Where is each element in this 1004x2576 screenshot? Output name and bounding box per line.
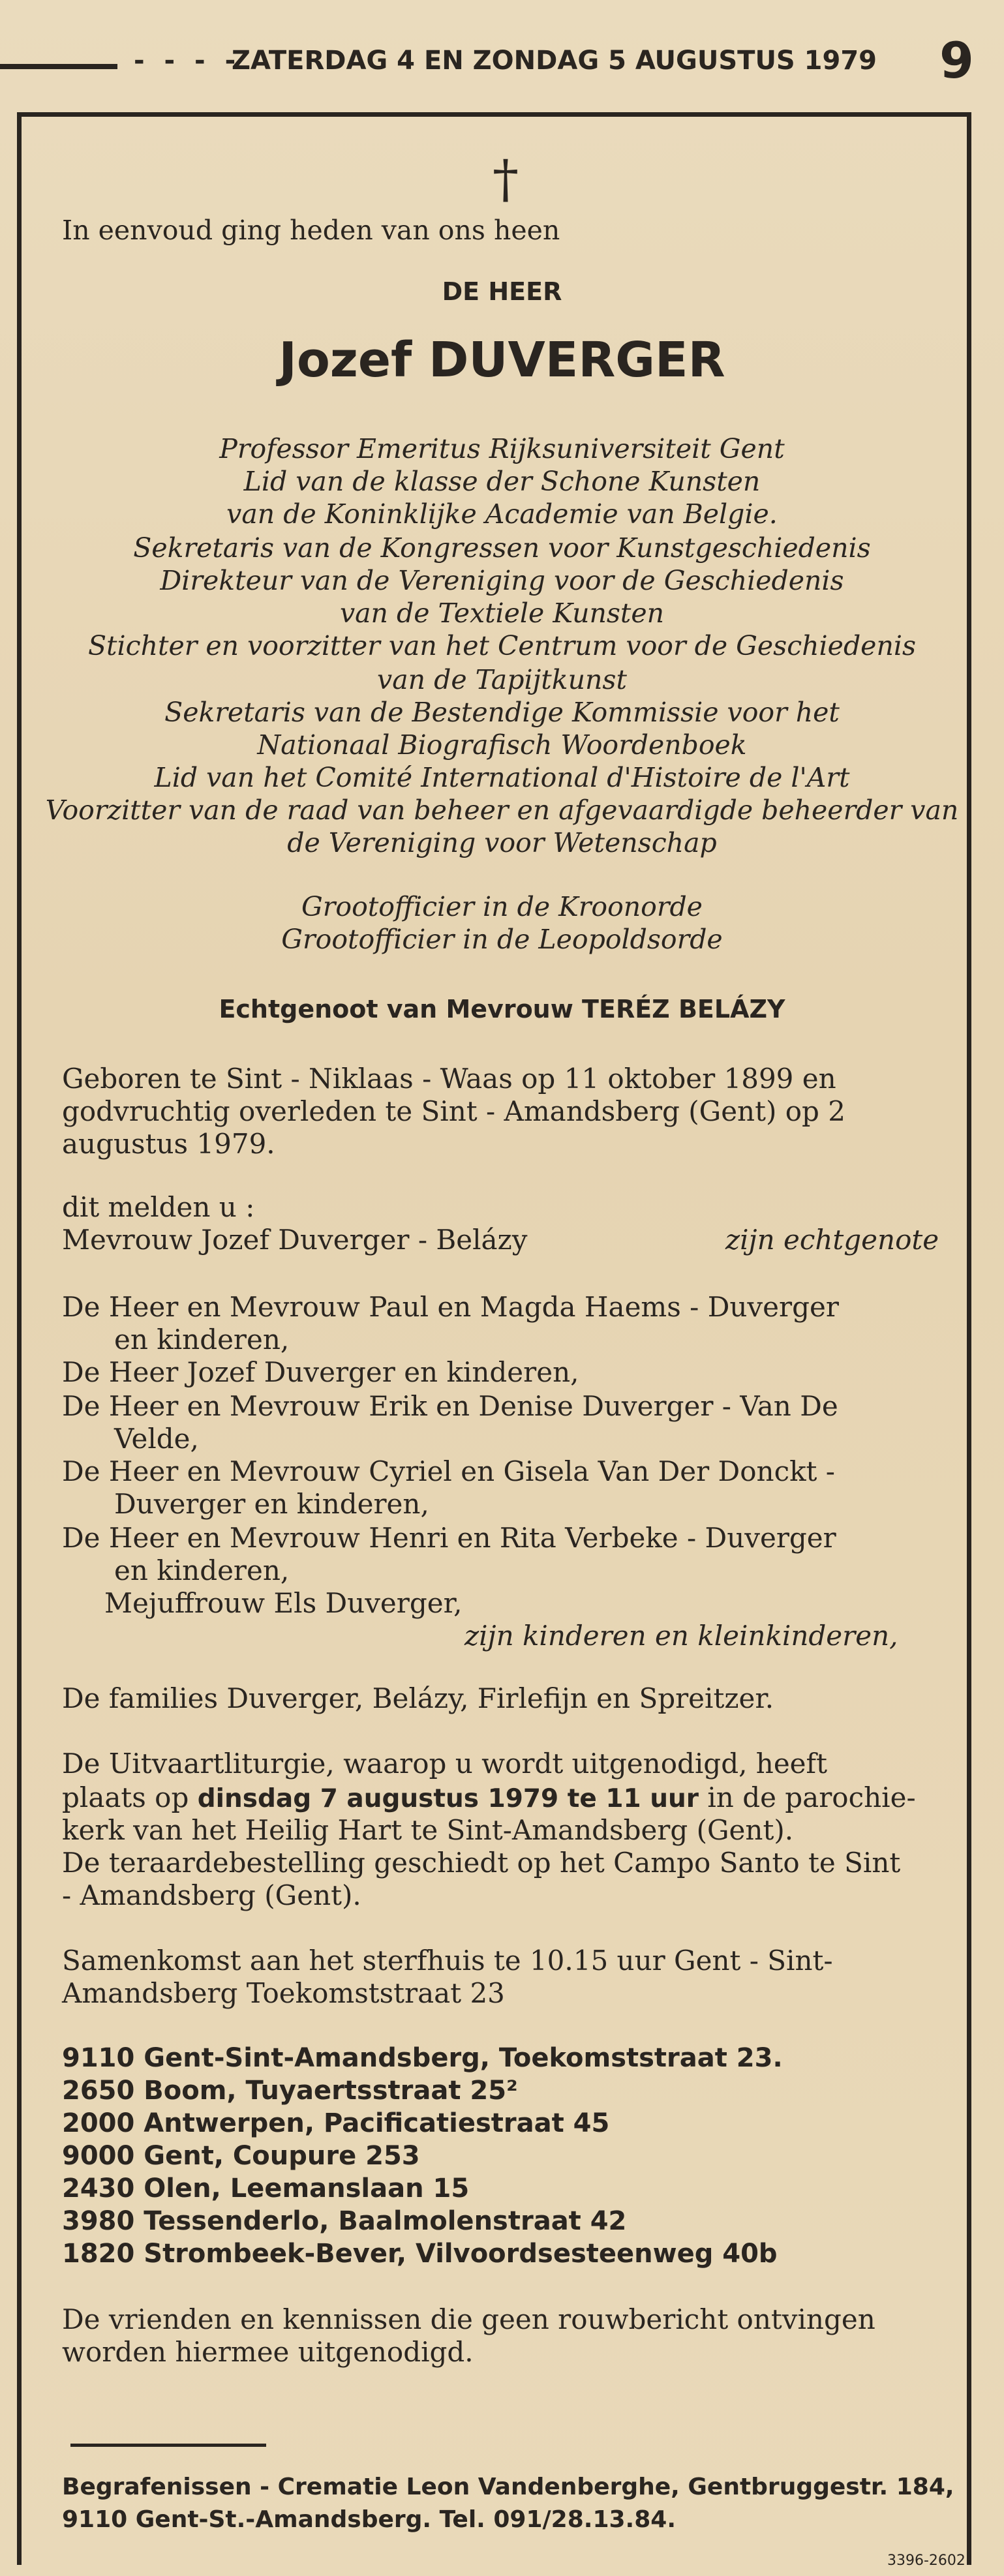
header-dashes: - - - -	[134, 46, 241, 76]
funeral-date: dinsdag 7 augustus 1979	[197, 1784, 559, 1813]
honor-line: Grootofficier in de Leopoldsorde	[281, 924, 723, 955]
deceased-name: Jozef DUVERGER	[279, 332, 725, 388]
family-line: De Heer en Mevrouw Henri en Rita Verbeke - Duverger	[62, 1522, 836, 1554]
address-line: 9110 Gent-Sint-Amandsberg, Toekomststraat 23.	[62, 2043, 783, 2073]
funeral-line: De teraardebestelling geschiedt op het Campo Santo te Sint	[62, 1847, 901, 1879]
funeral-text: plaats op	[62, 1781, 198, 1813]
title-line: Professor Emeritus Rijksuniversiteit Gent	[219, 433, 785, 464]
gathering-line: Samenkomst aan het sterfhuis te 10.15 uur Gent - Sint-	[62, 1945, 833, 1977]
undertaker-line: 9110 Gent-St.-Amandsberg. Tel. 091/28.13.84.	[62, 2506, 676, 2533]
funeral-text: in de parochie-	[699, 1781, 916, 1813]
intro-line: In eenvoud ging heden van ons heen	[62, 215, 560, 246]
address-line: 9000 Gent, Coupure 253	[62, 2141, 420, 2171]
page-header	[0, 26, 1004, 91]
funeral-time: 11 uur	[605, 1784, 699, 1813]
gathering-line: Amandsberg Toekomststraat 23	[62, 1977, 505, 2009]
honor-line: Grootofficier in de Kroonorde	[301, 891, 703, 922]
title-line: Stichter en voorzitter van het Centrum voor de Geschiedenis	[87, 630, 917, 661]
family-line: Mejuffrouw Els Duverger,	[104, 1587, 463, 1619]
title-line: de Vereniging voor Wetenschap	[287, 827, 717, 858]
family-line: De Heer en Mevrouw Paul en Magda Haems - Duverger	[62, 1291, 839, 1323]
cross-icon: †	[493, 149, 519, 209]
footer-rule	[70, 2444, 266, 2447]
title-line: van de Koninklijke Academie van Belgie.	[226, 498, 778, 530]
spouse-line: Echtgenoot van Mevrouw TERÉZ BELÁZY	[219, 995, 785, 1023]
birth-line: Geboren te Sint - Niklaas - Waas op 11 oktober 1899 en	[62, 1063, 836, 1095]
funeral-line-datetime	[62, 1781, 916, 1813]
family-line: en kinderen,	[114, 1554, 290, 1586]
family-line: en kinderen,	[114, 1324, 290, 1356]
header-rule	[0, 64, 117, 69]
title-line: Direkteur van de Vereniging voor de Geschiedenis	[160, 565, 844, 596]
title-line: Lid van het Comité International d'Histoire de l'Art	[154, 762, 850, 793]
closing-line: worden hiermee uitgenodigd.	[62, 2336, 474, 2368]
closing-line: De vrienden en kennissen die geen rouwbericht ontvingen	[62, 2303, 875, 2335]
title-line: Sekretaris van de Bestendige Kommissie voor het	[164, 697, 840, 728]
families-line: De families Duverger, Belázy, Firlefijn en Spreitzer.	[62, 1682, 774, 1714]
family-line: De Heer Jozef Duverger en kinderen,	[62, 1356, 579, 1388]
address-line: 1820 Strombeek-Bever, Vilvoordsesteenweg 40b	[62, 2239, 778, 2269]
title-line: Nationaal Biografisch Woordenboek	[257, 729, 747, 761]
address-line: 2650 Boom, Tuyaertsstraat 25²	[62, 2076, 518, 2106]
funeral-line: - Amandsberg (Gent).	[62, 1879, 361, 1911]
birth-line: augustus 1979.	[62, 1128, 275, 1160]
address-line: 2000 Antwerpen, Pacificatiestraat 45	[62, 2108, 610, 2138]
undertaker-line: Begrafenissen - Crematie Leon Vandenberghe, Gentbruggestr. 184,	[62, 2474, 954, 2500]
family-role: zijn kinderen en kleinkinderen,	[464, 1620, 898, 1652]
title-line: Voorzitter van de raad van beheer en afgevaardigde beheerder van	[45, 795, 959, 826]
funeral-text: te	[558, 1784, 606, 1813]
family-line: Duverger en kinderen,	[114, 1488, 429, 1520]
page-number: 9	[939, 31, 974, 89]
title-line: Sekretaris van de Kongressen voor Kunstgeschiedenis	[133, 532, 871, 564]
address-line: 3980 Tessenderlo, Baalmolenstraat 42	[62, 2206, 627, 2236]
family-line: Velde,	[114, 1423, 199, 1455]
address-line: 2430 Olen, Leemanslaan 15	[62, 2174, 470, 2204]
print-code: 3396-2602	[887, 2553, 966, 2569]
widow-name: Mevrouw Jozef Duverger - Belázy	[62, 1224, 528, 1256]
salutation: DE HEER	[442, 277, 562, 306]
funeral-line: kerk van het Heilig Hart te Sint-Amandsberg (Gent).	[62, 1814, 794, 1846]
birth-line: godvruchtig overleden te Sint - Amandsberg (Gent) op 2	[62, 1095, 845, 1127]
title-line: van de Tapijtkunst	[377, 664, 627, 695]
family-line: De Heer en Mevrouw Cyriel en Gisela Van Der Donckt -	[62, 1455, 835, 1487]
announce-line: dit melden u :	[62, 1191, 255, 1223]
widow-role: zijn echtgenote	[725, 1224, 939, 1256]
funeral-line: De Uitvaartliturgie, waarop u wordt uitgenodigd, heeft	[62, 1748, 827, 1780]
title-line: van de Textiele Kunsten	[339, 598, 665, 629]
title-line: Lid van de klasse der Schone Kunsten	[243, 466, 761, 497]
family-line: De Heer en Mevrouw Erik en Denise Duverger - Van De	[62, 1390, 838, 1422]
header-date: ZATERDAG 4 EN ZONDAG 5 AUGUSTUS 1979	[232, 46, 877, 76]
